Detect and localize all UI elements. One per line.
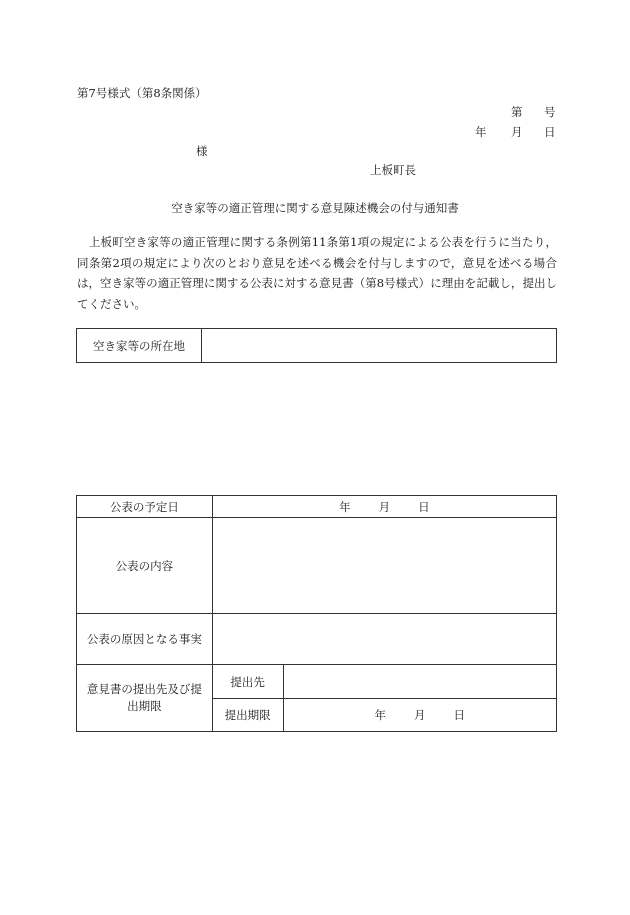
scheduled-year-label: 年 <box>339 499 351 514</box>
deadline-year-label: 年 <box>374 708 387 722</box>
deadline-label: 提出期限 <box>212 699 283 732</box>
cause-field[interactable] <box>212 614 556 665</box>
content-field[interactable] <box>212 518 556 614</box>
scheduled-month-label: 月 <box>378 499 391 514</box>
document-number-suffix: 号 <box>544 105 556 119</box>
body-paragraph: 上板町空き家等の適正管理に関する条例第11条第1項の規定による公表を行うに当たり，同条第2項の規定により次のとおり意見を述べる機会を付与しますので，意見を述べる場合は，空き家等の適正管理に関する公表に対する意見書（第8号様式）に理由を記載し，提出してください。 <box>77 235 557 311</box>
cause-label: 公表の原因となる事実 <box>77 614 213 665</box>
location-value-field[interactable] <box>202 329 557 363</box>
announcement-details-table <box>76 495 557 732</box>
destination-field[interactable] <box>283 665 556 699</box>
date-year-label: 年 <box>475 125 487 139</box>
form-number: 第7号様式（第8条関係） <box>77 86 207 100</box>
deadline-month-label: 月 <box>414 708 426 722</box>
document-title: 空き家等の適正管理に関する意見陳述機会の付与通知書 <box>171 201 459 215</box>
location-table <box>76 328 557 363</box>
scheduled-date-field[interactable] <box>212 496 556 518</box>
location-label: 空き家等の所在地 <box>77 329 202 363</box>
deadline-field[interactable] <box>283 699 556 732</box>
destination-label: 提出先 <box>212 665 283 699</box>
scheduled-day-label: 日 <box>418 499 430 514</box>
submission-label: 意見書の提出先及び提出期限 <box>77 665 213 732</box>
date-month-label: 月 <box>511 125 523 139</box>
content-label: 公表の内容 <box>77 518 213 614</box>
document-number-label: 第 <box>511 105 523 119</box>
issuer-name: 上板町長 <box>370 163 416 177</box>
addressee-honorific: 様 <box>196 144 208 158</box>
deadline-day-label: 日 <box>453 708 466 722</box>
scheduled-date-label: 公表の予定日 <box>77 496 213 518</box>
date-day-label: 日 <box>544 125 556 139</box>
